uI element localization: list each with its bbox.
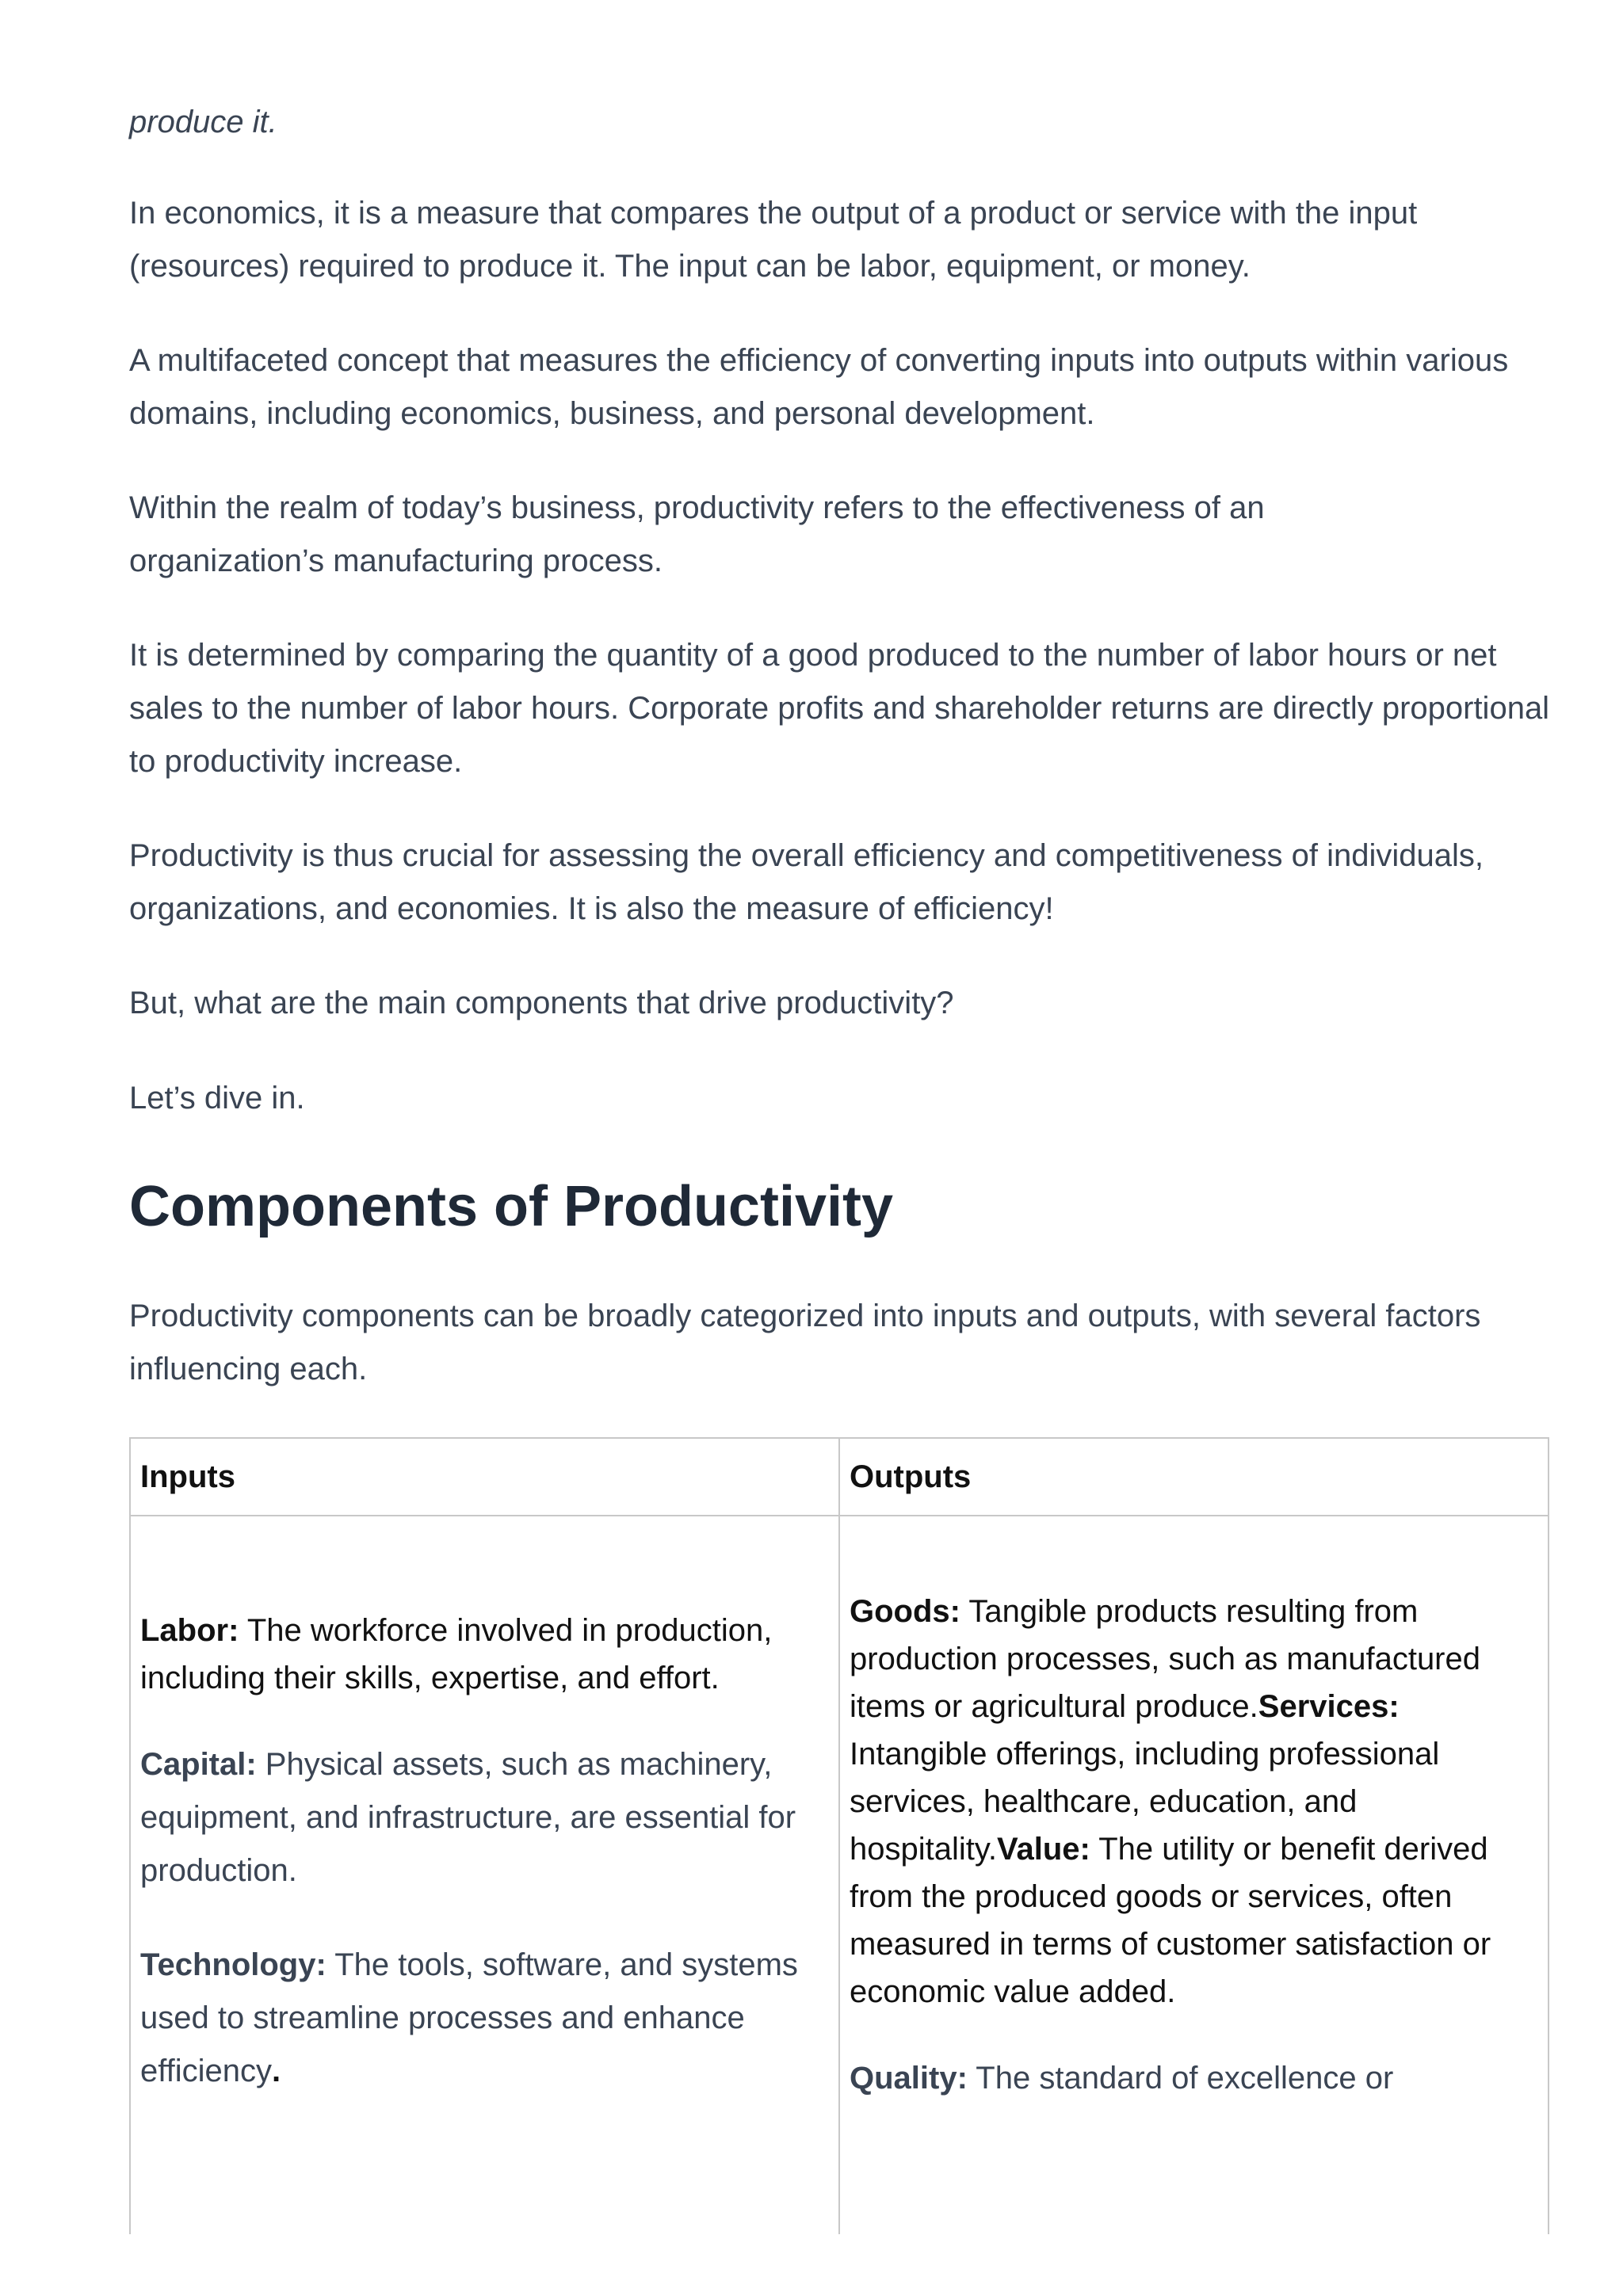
inputs-header: Inputs: [130, 1438, 839, 1516]
services-term: Services:: [1258, 1689, 1400, 1724]
quality-desc: The standard of excellence or: [967, 2061, 1394, 2096]
section-intro: Productivity components can be broadly categorized into inputs and outputs, with several factors influencing each.: [129, 1299, 1481, 1386]
value-desc: The utility or benefit derived from the produced goods or services, often measured in terms of customer satisfaction or economic value added.: [850, 1832, 1491, 2009]
labor-desc: The workforce involved in production, including their skills, expertise, and effort.: [140, 1613, 773, 1695]
technology-period: .: [272, 2054, 281, 2088]
capital-term: Capital:: [140, 1747, 257, 1782]
value-term: Value:: [997, 1832, 1090, 1867]
intro-fragment: produce it.: [129, 105, 277, 139]
table-row: [130, 1516, 1549, 2234]
paragraph-question: But, what are the main components that drive productivity?: [129, 986, 954, 1020]
outputs-header: Outputs: [839, 1438, 1549, 1516]
input-item-labor: [140, 1607, 822, 1702]
technology-desc: The tools, software, and systems used to streamline processes and enhance efficiency: [140, 1947, 798, 2088]
goods-desc: Tangible products resulting from production processes, such as manufactured items or agricultural produce.: [850, 1594, 1480, 1724]
paragraph-crucial: Productivity is thus crucial for assessing the overall efficiency and competitiveness of individuals, organizations, and economies. It is also the measure of efficiency!: [129, 838, 1484, 926]
quality-term: Quality:: [850, 2061, 968, 2096]
table-header-row: [130, 1438, 1549, 1516]
section-heading: Components of Productivity: [129, 1175, 894, 1238]
paragraph-multifaceted: A multifaceted concept that measures the efficiency of converting inputs into outputs within various domains, including economics, business, and personal development.: [129, 343, 1509, 431]
outputs-cell: [839, 1516, 1549, 2234]
inputs-cell: [130, 1516, 839, 2234]
paragraph-business: Within the realm of today’s business, productivity refers to the effectiveness of an organization’s manufacturing process.: [129, 490, 1265, 578]
input-item-capital: [140, 1738, 822, 1897]
capital-desc: Physical assets, such as machinery, equipment, and infrastructure, are essential for production.: [140, 1747, 796, 1888]
goods-term: Goods:: [850, 1594, 960, 1629]
labor-term: Labor:: [140, 1613, 239, 1648]
technology-term: Technology:: [140, 1947, 327, 1982]
output-item-quality: [850, 2052, 1531, 2105]
components-table: [129, 1437, 1549, 2234]
input-item-technology: [140, 1939, 822, 2098]
paragraph-determined: It is determined by comparing the quantity of a good produced to the number of labor hours or net sales to the number of labor hours. Corporate profits and shareholder returns are directly proportional to productivity increase.: [129, 638, 1550, 779]
output-items: [850, 1588, 1531, 2016]
paragraph-economics: In economics, it is a measure that compares the output of a product or service with the input (resources) required to produce it. The input can be labor, equipment, or money.: [129, 196, 1418, 284]
paragraph-dive-in: Let’s dive in.: [129, 1081, 305, 1116]
services-desc: Intangible offerings, including professional services, healthcare, education, and hospitality.: [850, 1737, 1440, 1867]
